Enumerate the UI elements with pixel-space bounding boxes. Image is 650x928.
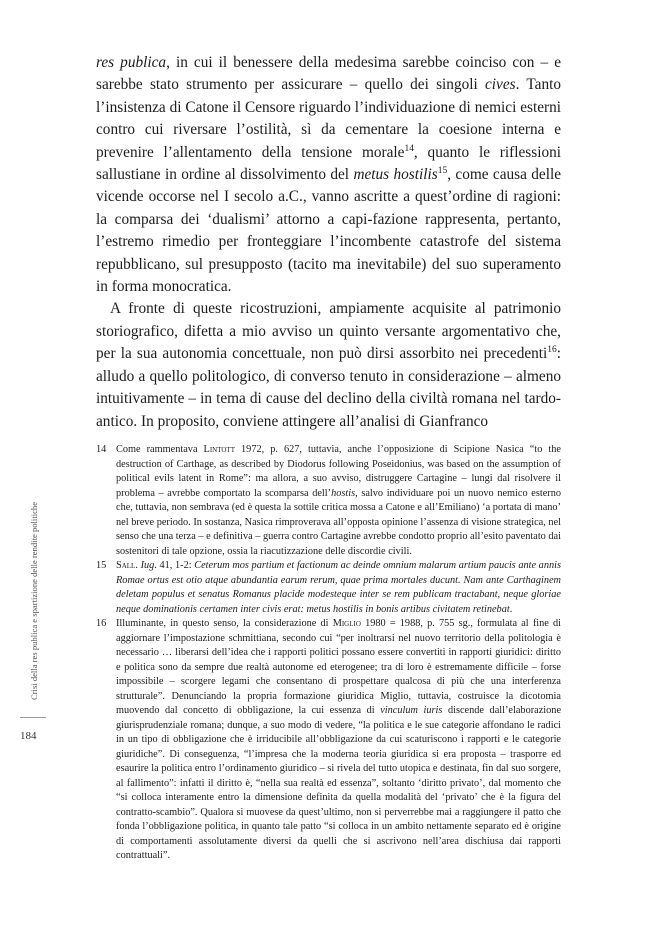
page-number: 184 bbox=[20, 730, 37, 742]
work-title: Iug bbox=[140, 560, 155, 571]
body-paragraph-2: A fronte di queste ricostruzioni, ampiamente acquisite al patrimonio storiografico, difetta a mio avviso un quinto versante argomentativo che, per la sua autonomia concettuale, non può dirsi assorbito nei precedenti$^{16}$: alludo a quello politologico, di converso tenuto in considerazione – almeno intuitivamente – in tema di cause del declino della civiltà romana nel tardo-antico. In proposito, conviene attingere all’analisi di Gianfranco bbox=[96, 300, 561, 430]
author-name: Lintott bbox=[203, 444, 235, 455]
footnote-ref-16[interactable]: 16 bbox=[547, 345, 557, 356]
latin-quote: Ceterum mos partium et factionum ac deinde omnium malarum artium paucis ante annis Romae ortus est otio atque abundantia earum rerum, quae prima mortales ducunt. Nam ante Carthaginem deletam populus et senatus Romanus placide modesteque inter se rem publicam tractabant, neque gloriae neque dominationis certamen inter civis erat: metus hostilis in bonis artibus civitatem retinebat bbox=[116, 560, 561, 615]
latin-term: cives bbox=[485, 76, 516, 94]
running-head bbox=[29, 493, 38, 709]
latin-term: metus hostilis bbox=[353, 166, 438, 184]
footnote-ref-14[interactable]: 14 bbox=[404, 143, 414, 154]
latin-term: vinculum iuris bbox=[380, 705, 443, 716]
footnotes bbox=[96, 443, 561, 864]
margin-rule bbox=[20, 717, 46, 718]
footnote-number: 15 bbox=[96, 560, 107, 571]
main-text bbox=[96, 52, 561, 433]
body-paragraph-1: res publica, in cui il benessere della medesima sarebbe coinciso con – e sarebbe stato strumento per assicurare – quello dei singoli cives. Tanto l’insistenza di Catone il Censore riguardo l’individuazione di nemici esterni contro cui riversare l’ostilità, sì da cementare la coesione interna e prevenire l’allentamento della tensione morale$^{14}$, quanto le riflessioni sallustiane in ordine al dissolvimento del metus hostilis$^{15}$, come causa delle vicende occorse nel I secolo a.C., vanno ascritte a quest’ordine di ragioni: la comparsa dei ‘dualismi’ attorno a capi-fazione rappresenta, pertanto, l’estremo rimedio per fronteggiare l’incombente catastrofe del sistema repubblicano, sul presupposto (tacito ma inevitabile) del suo superamento in forma monocratica. bbox=[96, 54, 562, 296]
footnote-number: 16 bbox=[96, 618, 107, 629]
footnote-14: 14 Come rammentava Lintott 1972, p. 627, tuttavia, anche l’opposizione di Scipione Nasica “to the destruction of Carthage, as described by Diodorus following Poseidonius, was based on the assumption of political evils latent in Rome”: ma allora, a suo avviso, distruggere Cartagine – lungi dal risolvere il problema – avrebbe comportato la scomparsa dell’hostis, salvo individuare poi un nuovo nemico esterno che, tuttavia, non sembrava (ed è questa la sottile critica mossa a Catone e all’Emiliano) ‘a portata di mano’ nel breve periodo. In sostanza, Nasica rimproverava all’opposta opinione l’assenza di visione strategica, nel senso che una terza – e definitiva – guerra contro Cartagine avrebbe condotto proprio all’esito paventato dai sostenitori di tale opzione, ossia la riacutizzazione delle discordie civili. bbox=[96, 444, 561, 557]
footnote-16: 16 Illuminante, in questo senso, la considerazione di Miglio 1980 = 1988, p. 755 sg., formulata al fine di aggiornare l’impostazione schmittiana, secondo cui “per inoltrarsi nel nuovo territorio della politologia è necessario … liberarsi dell’idea che i rapporti politici possano essere convertiti in rapporti giuridici: diritto e politica sono da sempre due realtà autonome ed eterogenee; tra di loro è estremamente difficile – forse impossibile – scorgere legami che consentano di prospettare qualcosa di più che una interferenza strutturale”. Denunciando la propria formazione giuridica Miglio, tuttavia, costruisce la dicotomia muovendo dal concetto di obbligazione, la cui essenza di vinculum iuris discende dall’elaborazione giurisprudenziale romana; dunque, a suo modo di vedere, “la politica e le sue categorie affondano le radici in un tipo di obbligazione che è irriducibile all’obbligazione da cui scaturiscono i rapporti e le categorie giuridiche”. Di conseguenza, “l’impresa che la moderna teoria giuridica si era proposta – trasporre ed esaurire la politica entro l’ordinamento giuridico – si rivela del tutto utopica e destinata, fin dal suo sorgere, al fallimento”: infatti il diritto è, “nella sua realtà ed essenza”, soltanto ‘diritto privato’, dal momento che “si colloca interamente entro la dimensione definita da quella modalità del ‘privato’ che è la figura del contratto-scambio”. Qualora si muovese da quest’ultimo, non si perverrebbe mai a raggiungere il patto che fonda l’obbligazione politica, in quanto tale patto “si colloca in un ambito nettamente separato ed è origine di comportamenti assolutamente diversi da quelli che si ascrivono nell’area dischiusa dai rapporti contrattuali”. bbox=[96, 618, 562, 861]
latin-term: res publica bbox=[96, 54, 167, 71]
footnote-ref-15[interactable]: 15 bbox=[437, 165, 448, 176]
author-name: Sall bbox=[116, 560, 136, 571]
author-name: Miglio bbox=[332, 618, 361, 629]
latin-term: hostis bbox=[331, 487, 356, 499]
footnote-15: 15 Sall. Iug. 41, 1-2: Ceterum mos partium et factionum ac deinde omnium malarum artium paucis ante annis Romae ortus est otio atque abundantia earum rerum, quae prima mortales ducunt. Nam ante Carthaginem deletam populus et senatus Romanus placide modesteque inter se rem publicam tractabant, neque gloriae neque dominationis certamen inter civis erat: metus hostilis in bonis artibus civitatem retinebat. bbox=[96, 560, 561, 615]
footnote-number: 14 bbox=[96, 444, 107, 455]
running-head-text: Crisi della res publica e spartizione delle rendite politiche bbox=[28, 501, 39, 701]
